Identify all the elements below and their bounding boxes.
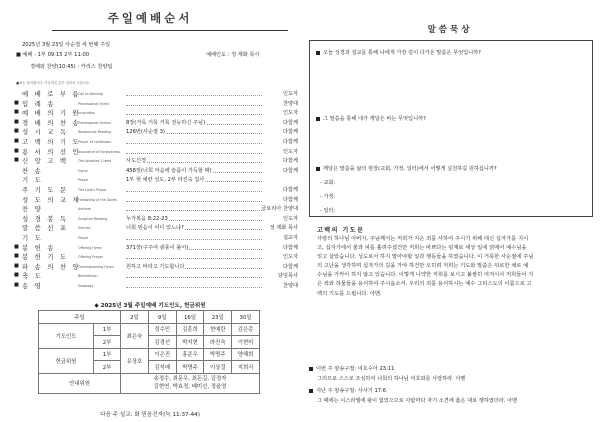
table-cell: 현예란 [204, 323, 232, 336]
usher-line: 송정수, 최문우, 최돈길, 김정자 [153, 376, 227, 382]
order-label: 축 도 [22, 272, 43, 281]
table-row [39, 323, 260, 336]
order-english: Call to Worship [78, 92, 103, 96]
table-header-row [39, 311, 260, 324]
header-cell: 30일 [232, 311, 260, 324]
order-detail: 원하고 바라고 기도합니다 [126, 263, 185, 270]
table-row [39, 373, 260, 393]
header-cell: 16일 [176, 311, 204, 324]
stand-marker: ■ [14, 137, 19, 144]
schedule-table [38, 310, 260, 394]
header-cell: 2일 [121, 311, 149, 324]
prayer-line: 잊고 살았습니다. 성도로서 하지 말아야할 일과 행동들을 하였습니다. 이 거룩한 사순절에 주님 [317, 254, 534, 261]
table-cell: 홍준우 [176, 348, 204, 361]
order-label: 입 례 송 [22, 99, 56, 108]
order-row [14, 166, 298, 176]
order-label: 경 배 의 찬 송 [22, 118, 81, 127]
square-bullet-icon [316, 117, 320, 121]
table-cell: 김훈희 [176, 323, 204, 336]
order-row [14, 127, 298, 137]
leader-dots [126, 114, 262, 115]
service-times: ■ 예배 : 1부 09:15 2부 11:00 [16, 52, 90, 58]
leader-dots [126, 287, 262, 288]
table-cell: 김은총 [232, 323, 260, 336]
part-cell: 1부 [94, 323, 121, 336]
stand-marker: ■ [14, 243, 19, 250]
table-cell: 이현미 [232, 336, 260, 349]
order-english: Benediction [78, 274, 98, 279]
prayer-text [317, 235, 595, 299]
field-work: - 일터: [320, 208, 336, 214]
order-english: Processional Hymns [78, 120, 111, 125]
square-bullet-icon [316, 51, 320, 55]
field-home: - 가정: [320, 194, 336, 200]
prayer-line: 백의 기도를 드립니다. 아멘. [317, 290, 382, 297]
order-leader: 담임목사 [277, 273, 298, 280]
order-label: 고 백 의 기 도 [22, 137, 81, 146]
order-label: 파 송 의 찬 양 [22, 262, 81, 271]
prayer-line: 사랑의 하나님 아버지, 주님께서는 저희가 지은 죄를 사하여 주시기 위해 대신 십자가를 지시 [317, 236, 529, 242]
merged-cell: 최은숙 [121, 323, 149, 348]
question-1: 오늘 성경과 설교를 통해 나에게 가장 깊이 다가온 말씀은 무엇입니까? [316, 49, 481, 56]
order-detail: 1부 현 예란 성도, 2부 라진숙 집사 [126, 177, 205, 184]
part-cell: 2부 [94, 336, 121, 349]
table-cell: 정수민 [148, 323, 176, 336]
table-cell: 김경선 [148, 336, 176, 349]
order-leader: 인도자 [282, 110, 298, 117]
prayer-line: 고, 십자가에서 물과 피를 흘려주셨건만 저희는 바쁘다는 핑계로 세상 일에 얽매어 예수님을 [317, 245, 527, 252]
leader-dots [126, 258, 262, 259]
question-3: 깨달은 말씀을 삶의 현장(교회, 가정, 일터)에서 어떻게 실천하길 원하십니까? [316, 165, 497, 172]
order-english: Prayer [78, 235, 89, 240]
order-row [14, 243, 298, 253]
order-label: 찬 양 [22, 205, 43, 214]
order-row [14, 233, 298, 243]
order-row [14, 175, 298, 185]
leader-dots [126, 143, 262, 144]
order-leader: 인도자 [282, 215, 298, 222]
order-leader: 다함께 [282, 186, 298, 193]
table-cell: 지희식 [232, 361, 260, 374]
order-detail: 사도신경 [126, 158, 147, 165]
order-leader: 다함께 [282, 244, 298, 251]
order-english: Hymn [78, 168, 88, 173]
stand-marker: ■ [14, 281, 19, 288]
merged-cell: 유상호 [121, 348, 149, 373]
order-english: Scripture Reading [78, 216, 108, 221]
row-label: 안내위원 [39, 373, 121, 393]
order-leader: 인도자 [282, 148, 298, 155]
leader-dots [126, 105, 262, 106]
order-leader: 다함께 [282, 263, 298, 270]
stand-marker: ■ [14, 109, 19, 116]
order-label: 봉 헌 기 도 [22, 253, 69, 262]
stand-marker: ■ [14, 128, 19, 135]
bullet-icon: ◆ [94, 303, 101, 309]
order-row [14, 271, 298, 281]
order-row [14, 223, 298, 233]
last-week-verse: 지난 주 암송구절: 사사기 17:6 [309, 387, 386, 394]
order-row [14, 108, 298, 118]
order-label: 말 씀 선 포 [22, 224, 69, 233]
order-detail: 너희 믿음이 어디 있느냐? [126, 225, 184, 232]
service-date: 2025년 3월 23일 사순절 세 번째 주일 [22, 42, 111, 48]
order-english: The Lord's Prayer [78, 187, 107, 192]
title-divider [52, 30, 288, 31]
order-label: 기 도 [22, 233, 43, 242]
order-english: Offering Hymn [78, 245, 103, 250]
order-leader: 다함께 [282, 196, 298, 203]
question-2: 그 말씀을 통해 내가 깨달은 바는 무엇입니까? [316, 115, 426, 122]
leader-dots [126, 210, 262, 211]
order-leader: 인도자 [282, 254, 298, 261]
square-bullet-icon [309, 389, 313, 393]
order-detail: 누가복음 8:22-23 [126, 215, 168, 222]
order-english: Offering Prayer [78, 255, 104, 260]
table-cell: 박명주 [204, 348, 232, 361]
next-sermon: 다음 주 설교: 화 믿음진자(눅 11:37-44) [100, 412, 200, 418]
stand-marker: ■ [14, 147, 19, 154]
order-label: 성 시 교 독 [22, 128, 69, 137]
order-english: Prayer [78, 178, 89, 183]
order-label: 주 기 도 문 [22, 185, 69, 194]
stand-marker: ■ [14, 118, 19, 125]
leader-dots [126, 277, 262, 278]
order-leader: 인도자 [282, 91, 298, 97]
order-row [14, 214, 298, 224]
standing-note: ■표는 일어섭니다. 가능하신 분은 일어서 주십시오. [16, 81, 91, 85]
table-cell: 이은진 [148, 348, 176, 361]
part-cell: 1부 [94, 348, 121, 361]
order-leader: 정 재화 목사 [269, 225, 298, 232]
order-detail: 458장(너희 마음에 슬픔이 가득할 때) [126, 167, 212, 174]
this-week-verse-text: 그러므로 스스로 조심하여 너희의 하나님 여호와를 사랑하라. 아멘 [317, 376, 466, 382]
header-cell: 주일 [39, 311, 121, 324]
stand-marker: ■ [14, 253, 19, 260]
table-row [39, 348, 260, 361]
stand-marker: ■ [14, 272, 19, 279]
leader-dots [126, 201, 262, 202]
stand-marker: ■ [14, 99, 19, 106]
header-cell: 9일 [148, 311, 176, 324]
square-bullet-icon [316, 167, 320, 171]
order-leader: 다함께 [282, 119, 298, 126]
page-title: 주일예배순서 [107, 11, 193, 25]
table-cell: 박지현 [176, 336, 204, 349]
order-leader: 설교자 [282, 234, 298, 241]
order-row [14, 99, 298, 109]
order-row [14, 195, 298, 205]
usher-cell [121, 373, 260, 393]
order-label: 예 배 로 부 름 [22, 90, 81, 98]
order-of-service [14, 89, 298, 290]
order-label: 성 경 봉 독 [22, 214, 69, 223]
order-leader: 찬양대 [282, 282, 298, 289]
order-label: 기 도 [22, 176, 43, 185]
order-leader: 찬양대 [282, 100, 298, 107]
table-cell: 라진숙 [204, 336, 232, 349]
stand-marker: ■ [14, 262, 19, 269]
field-church: - 교회: [320, 180, 336, 186]
order-label: 신 앙 고 백 [22, 157, 69, 166]
order-row [14, 137, 298, 147]
order-leader: 다함께 [282, 158, 298, 165]
prayer-title: 고백의 기도문 [317, 227, 365, 234]
table-cell: 양혜희 [232, 348, 260, 361]
order-english: Commissioning Hymn [78, 264, 114, 269]
prayer-line: 수님을 가까이 하지 않고 있습니다. 이렇게 나약한 저희를 보시고 불쌍히 여겨시사 저희들이 지 [317, 272, 534, 279]
service-leader: 예배인도 : 정 재화 목사 [206, 52, 260, 58]
order-row [14, 281, 298, 291]
this-week-verse: 이번 주 암송구절: 여호수아 23:11 [309, 365, 394, 372]
order-label: 용 서 의 선 언 [22, 147, 81, 156]
schedule-title: ◆ 2025년 3월 주일예배 기도인도, 헌금위원 [94, 303, 206, 309]
leader-dots [126, 239, 262, 240]
order-label: 성 도 의 교 제 [22, 195, 81, 204]
order-row [14, 147, 298, 157]
order-english: Anthem [78, 207, 91, 212]
order-leader: 글로리아 찬양대 [261, 206, 298, 213]
order-english: Sermon [78, 226, 91, 231]
order-row [14, 118, 298, 128]
question-box [309, 40, 593, 217]
table-cell: 이상걸 [204, 361, 232, 374]
prayer-line: 의 고난을 생각하며 십자가의 길을 가야 하건만 오히려 저희는 기도와 말씀은 뒤로한 채로 예 [317, 263, 529, 270]
order-detail: 8장(거룩 거룩 거룩 전능하신 주님) [126, 119, 206, 126]
order-label: 봉 헌 송 [22, 243, 56, 252]
header-cell: 23일 [204, 311, 232, 324]
table-cell: 박명주 [176, 361, 204, 374]
leader-dots [126, 95, 262, 96]
usher-line: 김현연, 박효정, 배미선, 정윤영 [153, 384, 227, 390]
last-week-verse-text: 그 때에는 이스라엘에 왕이 없었으므로 사람마다 자기 소견에 옳은 대로 행하였더라. 아멘 [317, 398, 518, 404]
order-row [14, 252, 298, 262]
order-english: Fellowship of the Saints [78, 197, 117, 202]
meditation-title: 말씀묵상 [427, 25, 473, 35]
leader-dots [126, 153, 262, 154]
row-label: 헌금위원 [39, 348, 94, 373]
order-english: Assurance of Forgiveness [78, 149, 120, 154]
order-english: Doxology [78, 283, 94, 288]
order-english: Invocation [78, 111, 96, 116]
order-label: 찬 송 [22, 166, 43, 175]
order-leader: 다함께 [282, 138, 298, 145]
order-leader: 다함께 [282, 167, 298, 174]
order-detail: 126번(사순절 3) [126, 129, 165, 136]
table-cell: 김석배 [148, 361, 176, 374]
stand-marker: ■ [14, 157, 19, 164]
square-bullet-icon [309, 367, 313, 371]
order-english: Processional Hymn [78, 101, 110, 106]
order-row [14, 185, 298, 195]
praise-line: 경배와 찬양(10:45) : 카리스 찬양팀 [30, 64, 113, 70]
order-label: 예 배 의 기 원 [22, 109, 81, 118]
row-label: 기도인도 [39, 323, 94, 348]
order-label: 송 영 [22, 281, 43, 290]
order-leader: 다함께 [282, 129, 298, 136]
order-english: Prayer of confession [78, 139, 112, 144]
order-detail: 371장(구주여 광풍이 불어) [126, 244, 189, 251]
order-row [14, 156, 298, 166]
order-row [14, 89, 298, 99]
order-row [14, 262, 298, 272]
part-cell: 2부 [94, 361, 121, 374]
leader-dots [126, 191, 262, 192]
order-row [14, 204, 298, 214]
order-english: Responsive Reading [78, 130, 112, 135]
order-english: The Apostles' Creed [78, 159, 111, 164]
prayer-line: 은 죄와 허물들을 용서하여 주시옵소서. 우리의 죄를 용서하시는 예수 그리스도의 이름으로 고 [317, 281, 532, 288]
